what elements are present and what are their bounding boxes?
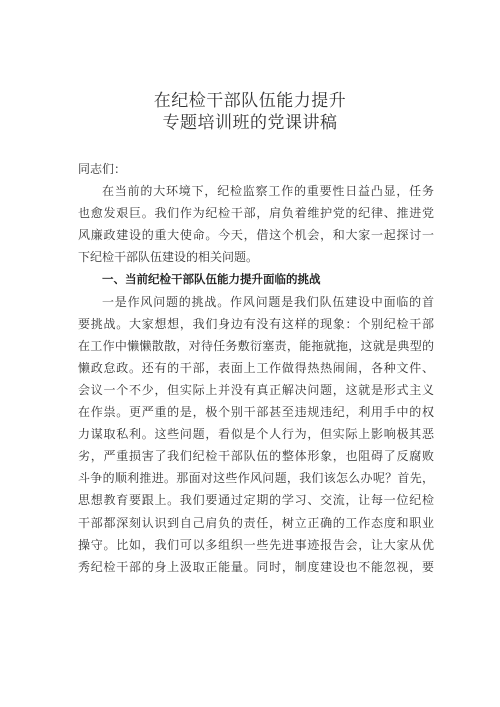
paragraph-line: 也愈发艰巨。我们作为纪检干部，肩负着维护党的纪律、推进党	[78, 206, 434, 221]
paragraph-line: 在作祟。更严重的是，极个别干部甚至违规违纪，利用手中的权	[78, 405, 434, 420]
paragraph-line: 懒政怠政。还有的干部，表面上工作做得热热闹闹，各种文件、	[78, 360, 434, 375]
paragraph-line: 在当前的大环境下，纪检监察工作的重要性日益凸显，任务	[102, 184, 434, 199]
paragraph-2	[78, 291, 434, 578]
paragraph-line: 操守。比如，我们可以多组织一些先进事迹报告会，让大家从优	[78, 537, 434, 552]
section-heading: 一、当前纪检干部队伍能力提升面临的挑战	[102, 272, 321, 287]
paragraph-line: 劣，严重损害了我们纪检干部队伍的整体形象，也阻碍了反腐败	[78, 449, 434, 464]
document-body	[78, 158, 434, 578]
paragraph-line: 要挑战。大家想想，我们身边有没有这样的现象：个别纪检干部	[78, 316, 434, 331]
title-line-1: 在纪检干部队伍能力提升	[153, 91, 347, 111]
greeting: 同志们：	[78, 162, 127, 176]
paragraph-line: 力谋取私利。这些问题，看似是个人行为，但实际上影响极其恶	[78, 427, 434, 442]
paragraph-line: 秀纪检干部的身上汲取正能量。同时，制度建设也不能忽视，要	[78, 559, 434, 574]
paragraph-line: 会议一个不少，但实际上并没有真正解决问题，这就是形式主义	[78, 382, 434, 397]
paragraph-line: 风廉政建设的重大使命。今天，借这个机会，和大家一起探讨一	[78, 228, 434, 243]
paragraph-line: 一是作风问题的挑战。作风问题是我们队伍建设中面临的首	[102, 294, 434, 309]
paragraph-1	[78, 180, 434, 268]
paragraph-line: 下纪检干部队伍建设的相关问题。	[78, 250, 259, 265]
paragraph-line: 干部都深刻认识到自己肩负的责任，树立正确的工作态度和职业	[78, 515, 434, 530]
title-line-2: 专题培训班的党课讲稿	[162, 113, 338, 133]
paragraph-line: 斗争的顺利推进。那面对这些作风问题，我们该怎么办呢？首先，	[78, 471, 434, 486]
paragraph-line: 在工作中懒懒散散，对待任务敷衍塞责，能拖就拖，这就是典型的	[78, 338, 434, 353]
paragraph-line: 思想教育要跟上。我们要通过定期的学习、交流，让每一位纪检	[78, 493, 434, 508]
